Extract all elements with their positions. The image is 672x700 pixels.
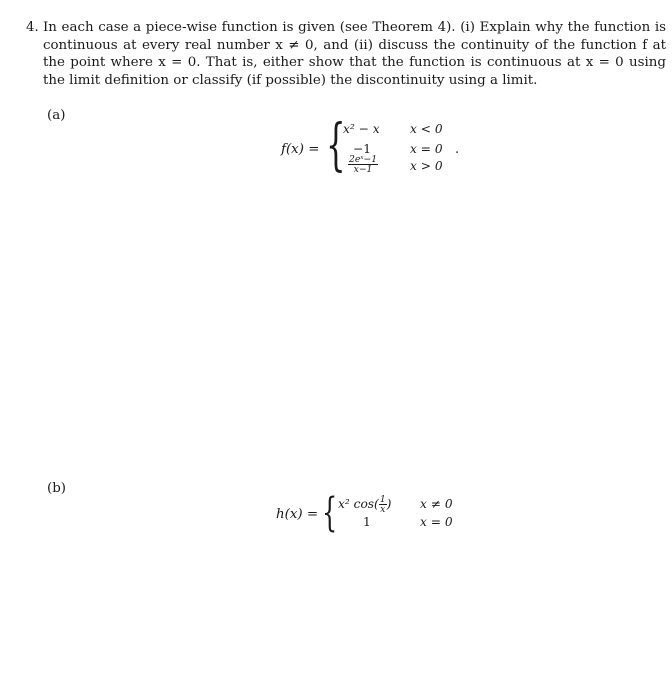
- problem-4: [26, 19, 666, 89]
- part-a-case-3-cond: x > 0: [410, 159, 443, 173]
- part-b-case-1-cond: x ≠ 0: [420, 497, 453, 511]
- fraction-denominator: x−1: [353, 164, 373, 175]
- part-b-case-2-expr: 1: [363, 515, 371, 529]
- part-a-case-2-cond: x = 0: [410, 142, 443, 156]
- expr-suffix: ): [386, 497, 392, 511]
- expr-prefix: x² cos(: [338, 497, 379, 511]
- problem-number: 4.: [26, 20, 39, 35]
- fraction: [379, 495, 387, 514]
- left-brace-icon: {: [322, 490, 338, 536]
- problem-statement: In each case a piece-wise function is given (see Theorem 4). (i) Explain why the function is continuous at every real number x ≠ 0, and (ii) discuss the continuity of the function f at the point where x = 0. That is, either show that the function is continuous at x = 0 using the limit definition or classify (if possible) the discontinuity using a limit.: [43, 20, 666, 88]
- part-a-lhs: f(x) =: [281, 142, 320, 157]
- part-a-case-1-expr: x² − x: [343, 122, 380, 136]
- fraction-numerator: 1: [379, 494, 386, 505]
- fraction-denominator: x: [380, 504, 386, 515]
- part-b-case-1-expr: [338, 495, 391, 514]
- part-b-label: (b): [47, 481, 67, 496]
- fraction-numerator: 2eˣ−1: [349, 154, 378, 165]
- part-a-case-2-expr: −1: [353, 142, 371, 156]
- left-brace-icon: {: [326, 113, 346, 178]
- part-b-lhs: h(x) =: [276, 507, 319, 522]
- fraction: [348, 155, 378, 174]
- part-a-case-3-expr: [348, 155, 378, 174]
- part-a-case-1-cond: x < 0: [410, 122, 443, 136]
- part-b-case-2-cond: x = 0: [420, 515, 453, 529]
- part-a-trailing-period: .: [455, 142, 460, 157]
- part-a-label: (a): [47, 108, 66, 123]
